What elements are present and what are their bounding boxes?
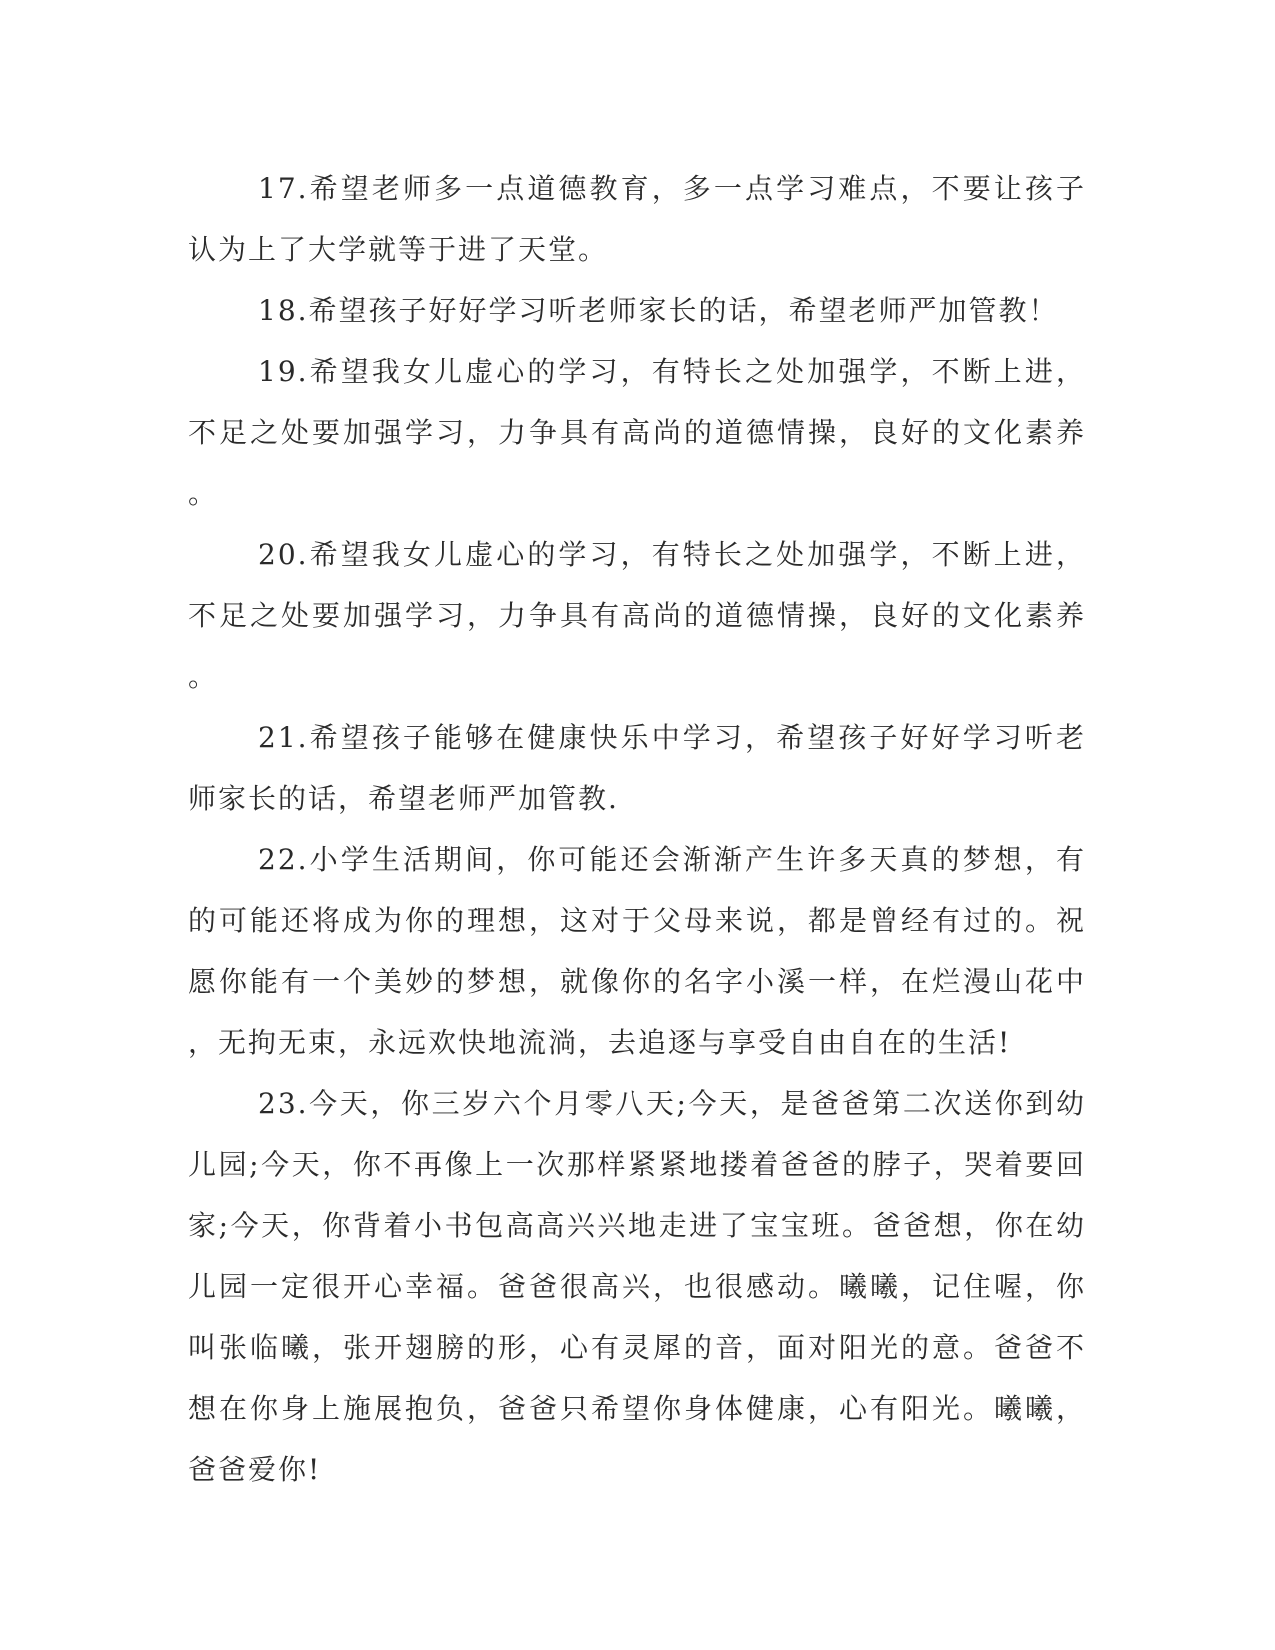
paragraph-line: ，张开翅膀的形，心有灵犀的音，面对阳光的意。爸爸不想在你身上 (188, 1331, 1086, 1425)
paragraph-20 (188, 524, 1086, 707)
paragraph-17 (188, 158, 1086, 280)
paragraph-line: 定很开心幸福。爸爸很高兴，也很感动。曦曦，记住喔，你叫张临曦 (188, 1270, 1086, 1364)
paragraph-line: 能还将成为你的理想，这对于父母来说，都是曾经有过的。祝愿你能 (188, 904, 1086, 998)
paragraph-line: 有一个美妙的梦想，就像你的名字小溪一样，在烂漫山花中，无拘无 (188, 965, 1086, 1059)
paragraph-line: 之处要加强学习，力争具有高尚的道德情操，良好的文化素养。 (188, 599, 1086, 693)
paragraph-line: 20.希望我女儿虚心的学习，有特长之处加强学，不断上进，不足 (188, 538, 1086, 632)
paragraph-line: 园;今天，你不再像上一次那样紧紧地搂着爸爸的脖子，哭着要回家;今 (188, 1148, 1086, 1242)
paragraph-23 (188, 1073, 1086, 1500)
paragraph-21 (188, 707, 1086, 829)
paragraph-19 (188, 341, 1086, 524)
paragraph-line: 长的话，希望老师严加管教. (248, 782, 619, 815)
paragraph-line: 23.今天，你三岁六个月零八天;今天，是爸爸第二次送你到幼儿 (188, 1087, 1086, 1181)
paragraph-line: 18.希望孩子好好学习听老师家长的话，希望老师严加管教！ (258, 294, 1059, 327)
paragraph-line: 17.希望老师多一点道德教育，多一点学习难点，不要让孩子认为 (188, 172, 1086, 266)
paragraph-line: 21.希望孩子能够在健康快乐中学习，希望孩子好好学习听老师家 (188, 721, 1086, 815)
paragraph-line: 束，永远欢快地流淌，去追逐与享受自由自在的生活! (308, 1026, 1012, 1059)
paragraph-22 (188, 829, 1086, 1073)
paragraph-line: 19.希望我女儿虚心的学习，有特长之处加强学，不断上进，不足 (188, 355, 1086, 449)
paragraph-18 (188, 280, 1086, 341)
paragraph-line: 上了大学就等于进了天堂。 (248, 233, 609, 266)
paragraph-line: 之处要加强学习，力争具有高尚的道德情操，良好的文化素养。 (188, 416, 1086, 510)
paragraph-line: 天，你背着小书包高高兴兴地走进了宝宝班。爸爸想，你在幼儿园一 (188, 1209, 1086, 1303)
paragraph-line: 22.小学生活期间，你可能还会渐渐产生许多天真的梦想，有的可 (188, 843, 1086, 937)
document-body (188, 158, 1086, 1500)
paragraph-line: 施展抱负，爸爸只希望你身体健康，心有阳光。曦曦，爸爸爱你! (188, 1392, 1086, 1486)
